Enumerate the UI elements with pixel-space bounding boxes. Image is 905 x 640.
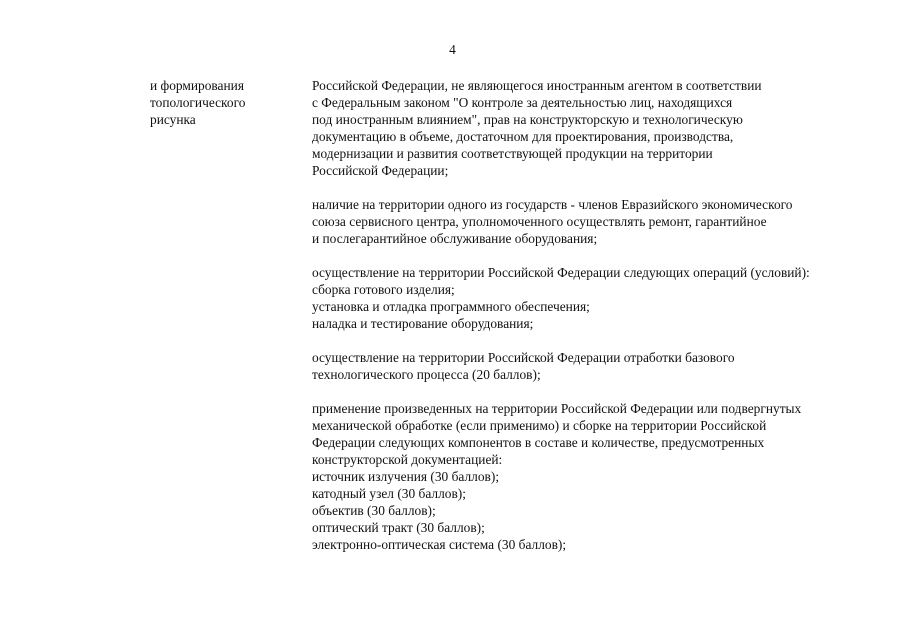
text-line: документацию в объеме, достаточном для проектирования, производства, — [312, 129, 734, 144]
text-line: конструкторской документацией: — [312, 452, 503, 467]
text-line: под иностранным влиянием", прав на конструкторскую и технологическую — [312, 112, 743, 127]
text-line: механической обработке (если применимо) и сборке на территории Российской — [312, 418, 767, 433]
text-line: установка и отладка программного обеспечения; — [312, 299, 590, 314]
text-line: катодный узел (30 баллов); — [312, 486, 466, 501]
text-line: с Федеральным законом "О контроле за деятельностью лиц, находящихся — [312, 95, 733, 110]
text-line: и послегарантийное обслуживание оборудования; — [312, 231, 598, 246]
text-line: наладка и тестирование оборудования; — [312, 316, 534, 331]
text-line: оптический тракт (30 баллов); — [312, 520, 485, 535]
text-line: сборка готового изделия; — [312, 282, 455, 297]
text-line: источник излучения (30 баллов); — [312, 469, 500, 484]
text-line: Российской Федерации; — [312, 163, 449, 178]
text-line: технологического процесса (20 баллов); — [312, 367, 541, 382]
text-line: осуществление на территории Российской Федерации следующих операций (условий): — [312, 265, 810, 280]
text-line: модернизации и развития соответствующей продукции на территории — [312, 146, 713, 161]
paragraph-operations — [312, 264, 892, 332]
left-column-line: топологического — [150, 95, 246, 110]
text-line: союза сервисного центра, уполномоченного осуществлять ремонт, гарантийное — [312, 214, 767, 229]
paragraph-process-development — [312, 349, 892, 383]
text-line: применение произведенных на территории Российской Федерации или подвергнутых — [312, 401, 802, 416]
left-column-line: и формирования — [150, 78, 244, 93]
text-line: наличие на территории одного из государств - членов Евразийского экономического — [312, 197, 793, 212]
paragraph-rights-documentation — [312, 77, 892, 179]
left-column-line: рисунка — [150, 112, 196, 127]
page-number: 4 — [449, 42, 456, 57]
text-line: осуществление на территории Российской Федерации отработки базового — [312, 350, 735, 365]
left-column-text — [150, 77, 300, 128]
text-line: Федерации следующих компонентов в составе и количестве, предусмотренных — [312, 435, 765, 450]
text-line: электронно-оптическая система (30 баллов); — [312, 537, 567, 552]
text-line: объектив (30 баллов); — [312, 503, 436, 518]
right-column-text — [312, 77, 892, 553]
paragraph-components — [312, 400, 892, 553]
text-line: Российской Федерации, не являющегося иностранным агентом в соответствии — [312, 78, 762, 93]
paragraph-service-center — [312, 196, 892, 247]
